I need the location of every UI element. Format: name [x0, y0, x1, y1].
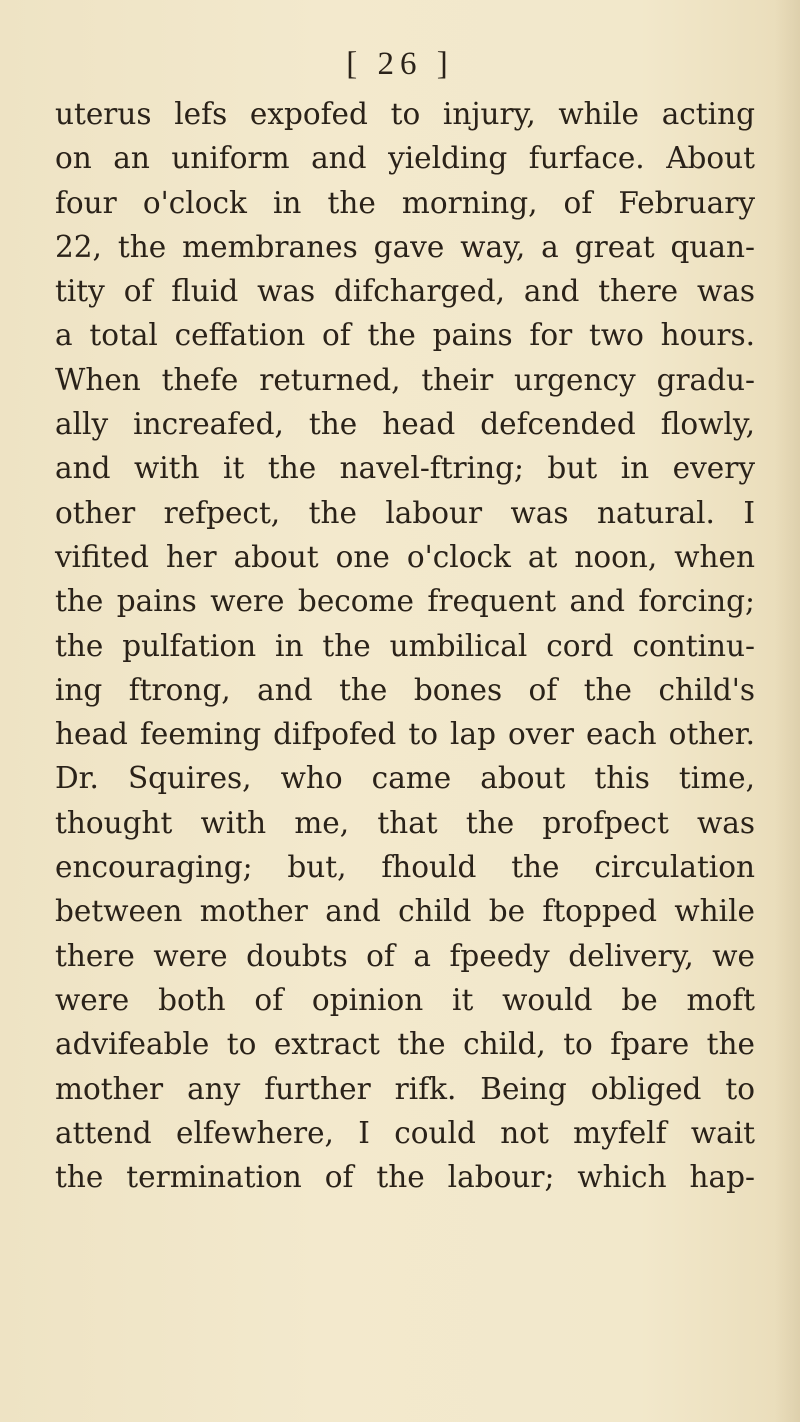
text-line: the pulfation in the umbilical cord continu- [55, 628, 755, 663]
text-line: thought with me, that the profpect was [55, 805, 755, 840]
text-line: head feeming difpofed to lap over each other. [55, 717, 755, 752]
text-line: When thefe returned, their urgency gradu- [55, 362, 755, 397]
text-line: advifeable to extract the child, to fpare the [55, 1027, 755, 1062]
text-line: ally increafed, the head defcended flowly, [55, 407, 755, 442]
text-line: tity of fluid was difcharged, and there was [55, 274, 755, 309]
text-line: four o'clock in the morning, of February [55, 185, 755, 220]
text-line: mother any further rifk. Being obliged to [55, 1071, 755, 1106]
text-line: there were doubts of a fpeedy delivery, we [55, 938, 755, 973]
text-line: vifited her about one o'clock at noon, when [55, 539, 755, 574]
text-line: ing ftrong, and the bones of the child's [55, 672, 755, 707]
page-number: [ 26 ] [346, 46, 454, 82]
text-line: Dr. Squires, who came about this time, [55, 761, 755, 796]
text-line: the pains were become frequent and forcing; [55, 584, 755, 619]
text-line: attend elfewhere, I could not myfelf wait [55, 1115, 755, 1150]
text-line: a total ceffation of the pains for two hours. [55, 318, 755, 353]
text-line: between mother and child be ftopped while [55, 894, 755, 929]
text-line: encouraging; but, fhould the circulation [55, 850, 755, 885]
text-line: the termination of the labour; which hap- [55, 1160, 755, 1195]
text-line: other refpect, the labour was natural. I [55, 495, 755, 530]
page-edge-shadow [774, 0, 800, 1422]
text-line: uterus lefs expofed to injury, while acting [55, 97, 755, 131]
body-text [55, 92, 755, 1199]
text-line: 22, the membranes gave way, a great quan- [55, 229, 755, 264]
text-line: and with it the navel-ftring; but in every [55, 451, 755, 486]
text-line: on an uniform and yielding furface. About [55, 141, 755, 176]
text-line: were both of opinion it would be moft [55, 982, 755, 1017]
